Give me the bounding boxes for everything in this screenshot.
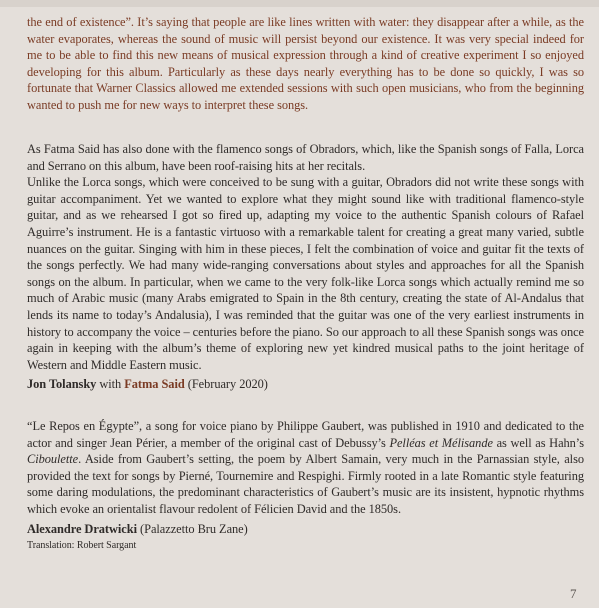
translation-credit: Translation: Robert Sargant [27,540,137,552]
essay-org: (Palazzetto Bru Zane) [136,521,248,536]
work-title-ciboulette: Ciboulette [27,452,79,467]
page-number: 7 [570,586,577,601]
credit-subject: Fatma Said [124,377,185,392]
essay-rest: . Aside from Gaubert’s setting, the poem by Albert Samain, very much in the Parnassian style, also provided the text for songs by Pierné, Tournemire and Respighi. Firmly rooted in a late Romantic style featuring some daring modulations, the predominant characteristics of Gaubert’s music are its insistent, hypnotic rhythms which evoke an orientalist flavour redolent of Félicien David and the 1850s. [27,452,584,516]
interview-question: As Fatma Said has also done with the flamenco songs of Obradors, which, like the Spanish songs of Falla, Lorca and Serrano on this album, have been roof-raising hits at her recitals. [27,142,584,173]
essay-credit [27,521,584,538]
essay-mid: as well as Hahn’s [492,435,584,450]
interview-section [27,141,584,393]
essay-author: Alexandre Dratwicki [27,521,137,536]
work-title-pelleas: Pelléas et Mélisande [389,435,493,450]
interview-answer: Unlike the Lorca songs, which were conceived to be sung with a guitar, Obradors did not write these songs with guitar accompaniment. Yet we wanted to explore what they might sound like with traditional flamenco-style guitar, and as we rehearsed I got so fired up, adapting my voice to the authentic Spanish colours of Rafael Aguirre’s instrument. He is a fantastic virtuoso with a remarkable talent for creating a great many varied, subtle nuances on the guitar. Singing with him in these pieces, I felt the combination of voice and guitar fit the texts of the songs perfectly. We had many wide-ranging conversations about styles and approaches for all the Spanish songs on the album. In particular, when we came to the very folk-like Lorca songs which actually remind me so much of Arabic music (many Arabs emigrated to Spain in the 8th century, creating the state of Al-Andalus that lends its name to today’s Andalusia), I was reminded that the guitar was one of the very earliest instruments in history to accompany the voice – centuries before the piano. So our approach to all these Spanish songs was once again in keeping with the album’s theme of exploring new yet kindred musical paths to the joint heritage of Western and Middle Eastern music. [27,175,584,372]
interview-credit [27,376,584,393]
credit-with: with [96,377,125,392]
top-edge-strip [0,0,599,7]
interview-answer-continued [27,14,584,114]
essay-section [27,418,584,553]
credit-author: Jon Tolansky [27,377,97,392]
essay-intro: “Le Repos en Égypte”, a song for voice piano by Philippe Gaubert, was published in 1910 and dedicated to the actor and singer Jean Périer, a member of the original cast of Debussy’s [27,419,584,450]
answer-paragraph: the end of existence”. It’s saying that people are like lines written with water: they disappear after a while, as the water evaporates, whereas the sound of music will persist beyond our existence. It was very special indeed for me to be able to find this new means of musical expression through a kind of creative experiment I so enjoyed developing for this album. Particularly as these days nearly everything has to be done so quickly, I was so fortunate that Warner Classics allowed me extended sessions with such open musicians, who from the beginning wanted to push me for new ways to interpret these songs. [27,15,584,112]
credit-date: (February 2020) [184,377,268,392]
essay-paragraph [27,418,584,518]
